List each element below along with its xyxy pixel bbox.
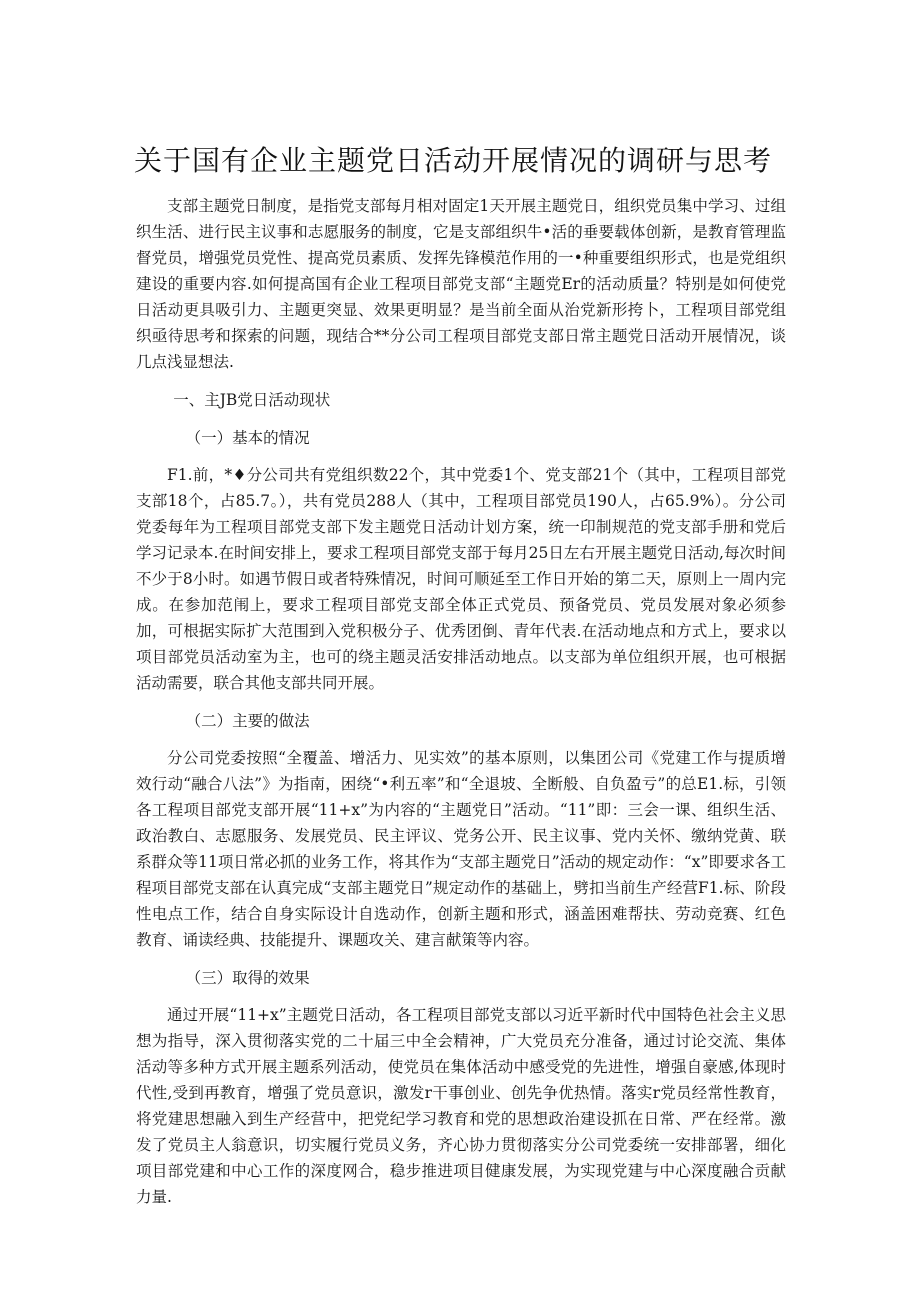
results-paragraph: 通过开展“11+x”主题党日活动，各工程项目部党支部以习近平新时代中国特色社会主义思想为指导，深入贯彻落实党的二十届三中全会精神，广大党员充分准备，通过讨论交流、集体活动等多种方式开展主题系列活动，使党员在集体活动中感受党的先进性，增强自豪感,体现时代性,受到再教育，增强了党员意识，激发r干事创业、创先争优热情。落实r党员经常性教育，将党建思想融入到生产经营中，把党纪学习教育和党的思想政治建设抓在日常、严在经常。激发了党员主人翁意识，切实履行党员义务，齐心协力贯彻落实分公司党委统一安排部署，细化项目部党建和中心工作的深度网合，稳步推进项目健康发展，为实现党建与中心深度融合贡献力量. <box>136 1006 786 1206</box>
subsection-heading-practices: （二）主要的做法 <box>185 712 310 730</box>
subsection-heading-results: （三）取得的效果 <box>185 969 310 987</box>
basic-situation-paragraph: F1.前，*♦分公司共有党组织数22个，其中党委1个、党支部21个（其中，工程项目部党支部18个，占85.7。），共有党员288人（其中，工程项目部党员190人，占65.9%）。分公司党委每年为工程项目部党支部下发主题党日活动计划方案，统一印制规范的党支部手册和党后学习记录本.在时间安排上，要求工程项目部党支部于每月25日左右开展主题党日活动,每次时间不少于8小时。如遇节假日或者特殊情况，时间可顺延至工作日开始的第二天，原则上一周内完成。在参加范闱上，要求工程项目部党支部全体正式党员、预备党员、党员发展对象必须参加，可根据实际扩大范围到入党积极分子、优秀团倒、青年代表.在活动地点和方式上，要求以项目部党员活动室为主，也可的绕主题灵活安排活动地点。以支部为单位组织开展，也可根据活动需要，联合其他支部共同开展。 <box>136 466 786 692</box>
document-body <box>136 193 786 1210</box>
document-title: 关于国有企业主题党日活动开展情况的调研与思考 <box>134 144 773 177</box>
intro-paragraph: 支部主题党日制度，是指党支部每月相对固定1天开展主题党日，组织党员集中学习、过组织生活、进行民主议事和志愿服务的制度，它是支部组织牛•活的垂要载体创新，是教育管理监督党员，增强党员党性、提高党员素质、发挥先锋模范作用的一•种重要组织形式，也是党组织建设的重要内容.如何提高国有企业工程项目部党支部“主题党Er的活动质量？特别是如何使党日活动更具吸引力、主题更突显、效果更明显？是当前全面从治党新形挎卜，工程项目部党组织亟待思考和探索的问题，现结合**分公司工程项目部党支部日常主题党日活动开展情况，谈几点浅显想法. <box>136 197 786 371</box>
subsection-heading-basic: （一）基本的情况 <box>185 429 310 447</box>
practices-paragraph: 分公司党委按照“全覆盖、增活力、见实效”的基本原则，以集团公司《党建工作与提质增效行动“融合八法”》为指南，困绕“•利五率”和“全退坡、全断般、自负盈亏”的总E1.标，引领各工程项目部党支部开展“11+x”为内容的“主题党日”活动。“11”即：三会一课、组织生活、政治教白、志愿服务、发展党员、民主评议、党务公开、民主议事、党内关怀、缴纳党黄、联系群众等11项日常必抓的业务工作，将其作为“支部主题党日”活动的规定动作：“x”即要求各工程项目部党支部在认真完成“支部主题党日”规定动作的基础上，劈扣当前生产经营F1.标、阶段性电点工作，结合自身实际设计自选动作，创新主题和形式，涵盖困难帮扶、劳动竞赛、红色教育、诵读经典、技能提升、课题攻关、建言献策等内容。 <box>136 749 786 949</box>
section-heading-status: 一、主JB党日活动现状 <box>173 391 331 409</box>
